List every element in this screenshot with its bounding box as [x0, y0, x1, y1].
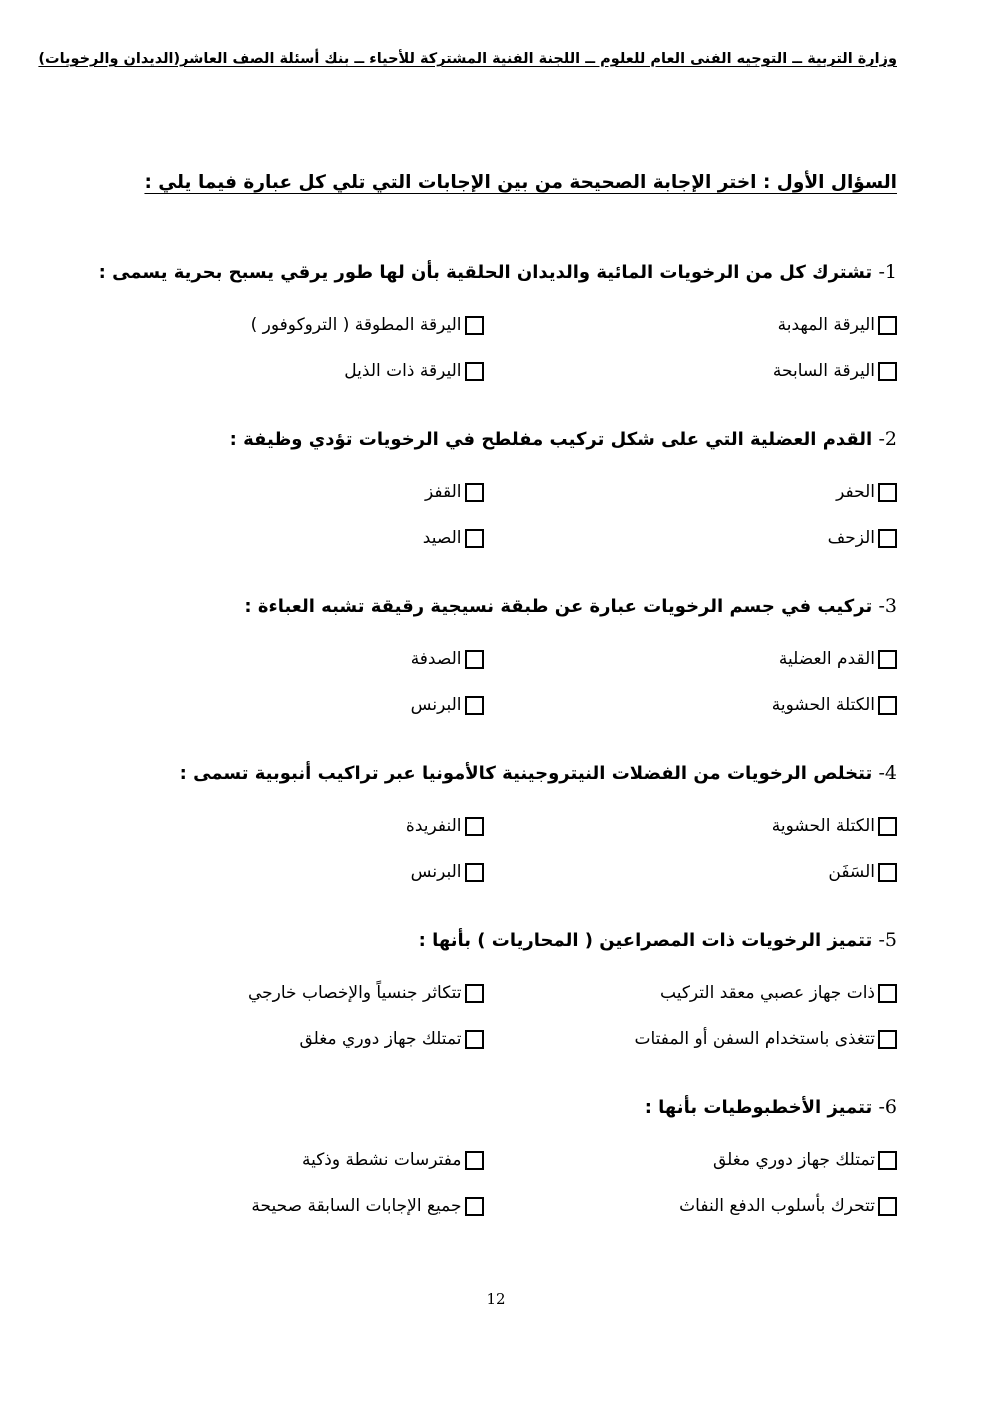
option-label: ذات جهاز عصبي معقد التركيب: [660, 983, 875, 1003]
question-text: [70, 759, 897, 788]
options-grid: [70, 478, 897, 552]
checkbox-icon[interactable]: [878, 696, 897, 715]
checkbox-icon[interactable]: [465, 362, 484, 381]
question-statement: القدم العضلية التي على شكل تركيب مفلطح في الرخويات تؤدي وظيفة :: [229, 429, 873, 450]
option-row: [70, 645, 484, 673]
option-row: [70, 311, 484, 339]
option-label: الكتلة الحشوية: [771, 695, 875, 715]
option-row: [484, 645, 898, 673]
checkbox-icon[interactable]: [465, 1030, 484, 1049]
options-grid: [70, 645, 897, 719]
option-label: اليرقة ذات الذيل: [344, 361, 462, 381]
checkbox-icon[interactable]: [465, 1197, 484, 1216]
section-title: السؤال الأول : اختر الإجابة الصحيحة من بين الإجابات التي تلي كل عبارة فيما يلي :: [144, 172, 897, 193]
option-row: [70, 1192, 484, 1220]
question-statement: تشترك كل من الرخويات المائية والديدان الحلقية بأن لها طور يرقي يسبح بحرية يسمى :: [98, 262, 873, 283]
checkbox-icon[interactable]: [878, 1197, 897, 1216]
question-text: [70, 592, 897, 621]
checkbox-icon[interactable]: [878, 529, 897, 548]
question-number: 5-: [878, 929, 897, 951]
question-number: 2-: [878, 428, 897, 450]
checkbox-icon[interactable]: [465, 696, 484, 715]
option-row: [484, 311, 898, 339]
option-label: البرنس: [410, 862, 462, 882]
checkbox-icon[interactable]: [878, 984, 897, 1003]
question-block-2: [70, 425, 897, 552]
options-grid: [70, 311, 897, 385]
question-block-3: [70, 592, 897, 719]
option-row: [70, 691, 484, 719]
question-block-5: [70, 926, 897, 1053]
question-statement: تتخلص الرخويات من الفضلات النيتروجينية كالأمونيا عبر تراكيب أنبوبية تسمى :: [179, 763, 873, 784]
option-row: [70, 1025, 484, 1053]
checkbox-icon[interactable]: [878, 1151, 897, 1170]
question-text: [70, 926, 897, 955]
option-row: [484, 478, 898, 506]
option-row: [70, 524, 484, 552]
option-row: [70, 858, 484, 886]
option-row: [70, 812, 484, 840]
checkbox-icon[interactable]: [465, 984, 484, 1003]
option-row: [484, 357, 898, 385]
option-label: اليرقة المطوقة ( التروكوفور ): [250, 315, 462, 335]
option-label: الحفر: [836, 482, 875, 502]
question-statement: تتميز الرخويات ذات المصراعين ( المحاريات ) بأنها :: [418, 930, 873, 951]
question-number: 4-: [878, 762, 897, 784]
question-statement: تركيب في جسم الرخويات عبارة عن طبقة نسيجية رقيقة تشبه العباءة :: [244, 596, 873, 617]
option-label: البرنس: [410, 695, 462, 715]
checkbox-icon[interactable]: [465, 1151, 484, 1170]
option-label: اليرقة المهدبة: [777, 315, 875, 335]
option-label: تمتلك جهاز دوري مغلق: [713, 1150, 875, 1170]
option-label: تتحرك بأسلوب الدفع النفاث: [679, 1196, 875, 1216]
option-row: [70, 979, 484, 1007]
page-number: 12: [486, 1290, 506, 1308]
options-grid: [70, 1146, 897, 1220]
option-label: الصيد: [422, 528, 462, 548]
options-grid: [70, 979, 897, 1053]
checkbox-icon[interactable]: [878, 863, 897, 882]
checkbox-icon[interactable]: [878, 362, 897, 381]
question-number: 1-: [878, 261, 897, 283]
option-row: [484, 1192, 898, 1220]
option-row: [484, 691, 898, 719]
checkbox-icon[interactable]: [465, 316, 484, 335]
question-block-1: [70, 258, 897, 385]
question-text: [70, 258, 897, 287]
option-row: [484, 524, 898, 552]
option-row: [484, 812, 898, 840]
option-row: [70, 357, 484, 385]
option-label: تمتلك جهاز دوري مغلق: [299, 1029, 462, 1049]
question-statement: تتميز الأخطبوطيات بأنها :: [644, 1097, 873, 1118]
checkbox-icon[interactable]: [878, 817, 897, 836]
option-label: الصدفة: [410, 649, 462, 669]
question-text: [70, 1093, 897, 1122]
question-block-6: [70, 1093, 897, 1220]
option-label: تتكاثر جنسياً والإخصاب خارجي: [247, 983, 462, 1003]
document-header: [38, 46, 897, 72]
question-block-4: [70, 759, 897, 886]
checkbox-icon[interactable]: [465, 817, 484, 836]
option-label: النفريدة: [405, 816, 462, 836]
option-label: السَفَن: [828, 862, 875, 882]
checkbox-icon[interactable]: [878, 483, 897, 502]
checkbox-icon[interactable]: [465, 863, 484, 882]
option-label: القدم العضلية: [778, 649, 875, 669]
option-row: [70, 478, 484, 506]
question-number: 3-: [878, 595, 897, 617]
option-label: القفز: [425, 482, 462, 502]
option-label: الزحف: [827, 528, 875, 548]
option-row: [484, 858, 898, 886]
option-label: تتغذى باستخدام السفن أو المفتات: [634, 1029, 875, 1049]
option-row: [484, 979, 898, 1007]
question-number: 6-: [878, 1096, 897, 1118]
option-label: جميع الإجابات السابقة صحيحة: [251, 1196, 462, 1216]
option-label: اليرقة السابحة: [772, 361, 875, 381]
checkbox-icon[interactable]: [465, 529, 484, 548]
checkbox-icon[interactable]: [465, 650, 484, 669]
question-text: [70, 425, 897, 454]
option-row: [484, 1146, 898, 1174]
options-grid: [70, 812, 897, 886]
option-label: مفترسات نشطة وذكية: [301, 1150, 462, 1170]
checkbox-icon[interactable]: [878, 1030, 897, 1049]
option-label: الكتلة الحشوية: [771, 816, 875, 836]
option-row: [70, 1146, 484, 1174]
checkbox-icon[interactable]: [465, 483, 484, 502]
checkbox-icon[interactable]: [878, 316, 897, 335]
header-text: وزارة التربية ــ التوجيه الفنى العام للعلوم ــ اللجنة الفنية المشتركة للأحياء ــ بنك أسئلة الصف العاشر(الديدان والرخويات): [38, 51, 897, 67]
checkbox-icon[interactable]: [878, 650, 897, 669]
option-row: [484, 1025, 898, 1053]
